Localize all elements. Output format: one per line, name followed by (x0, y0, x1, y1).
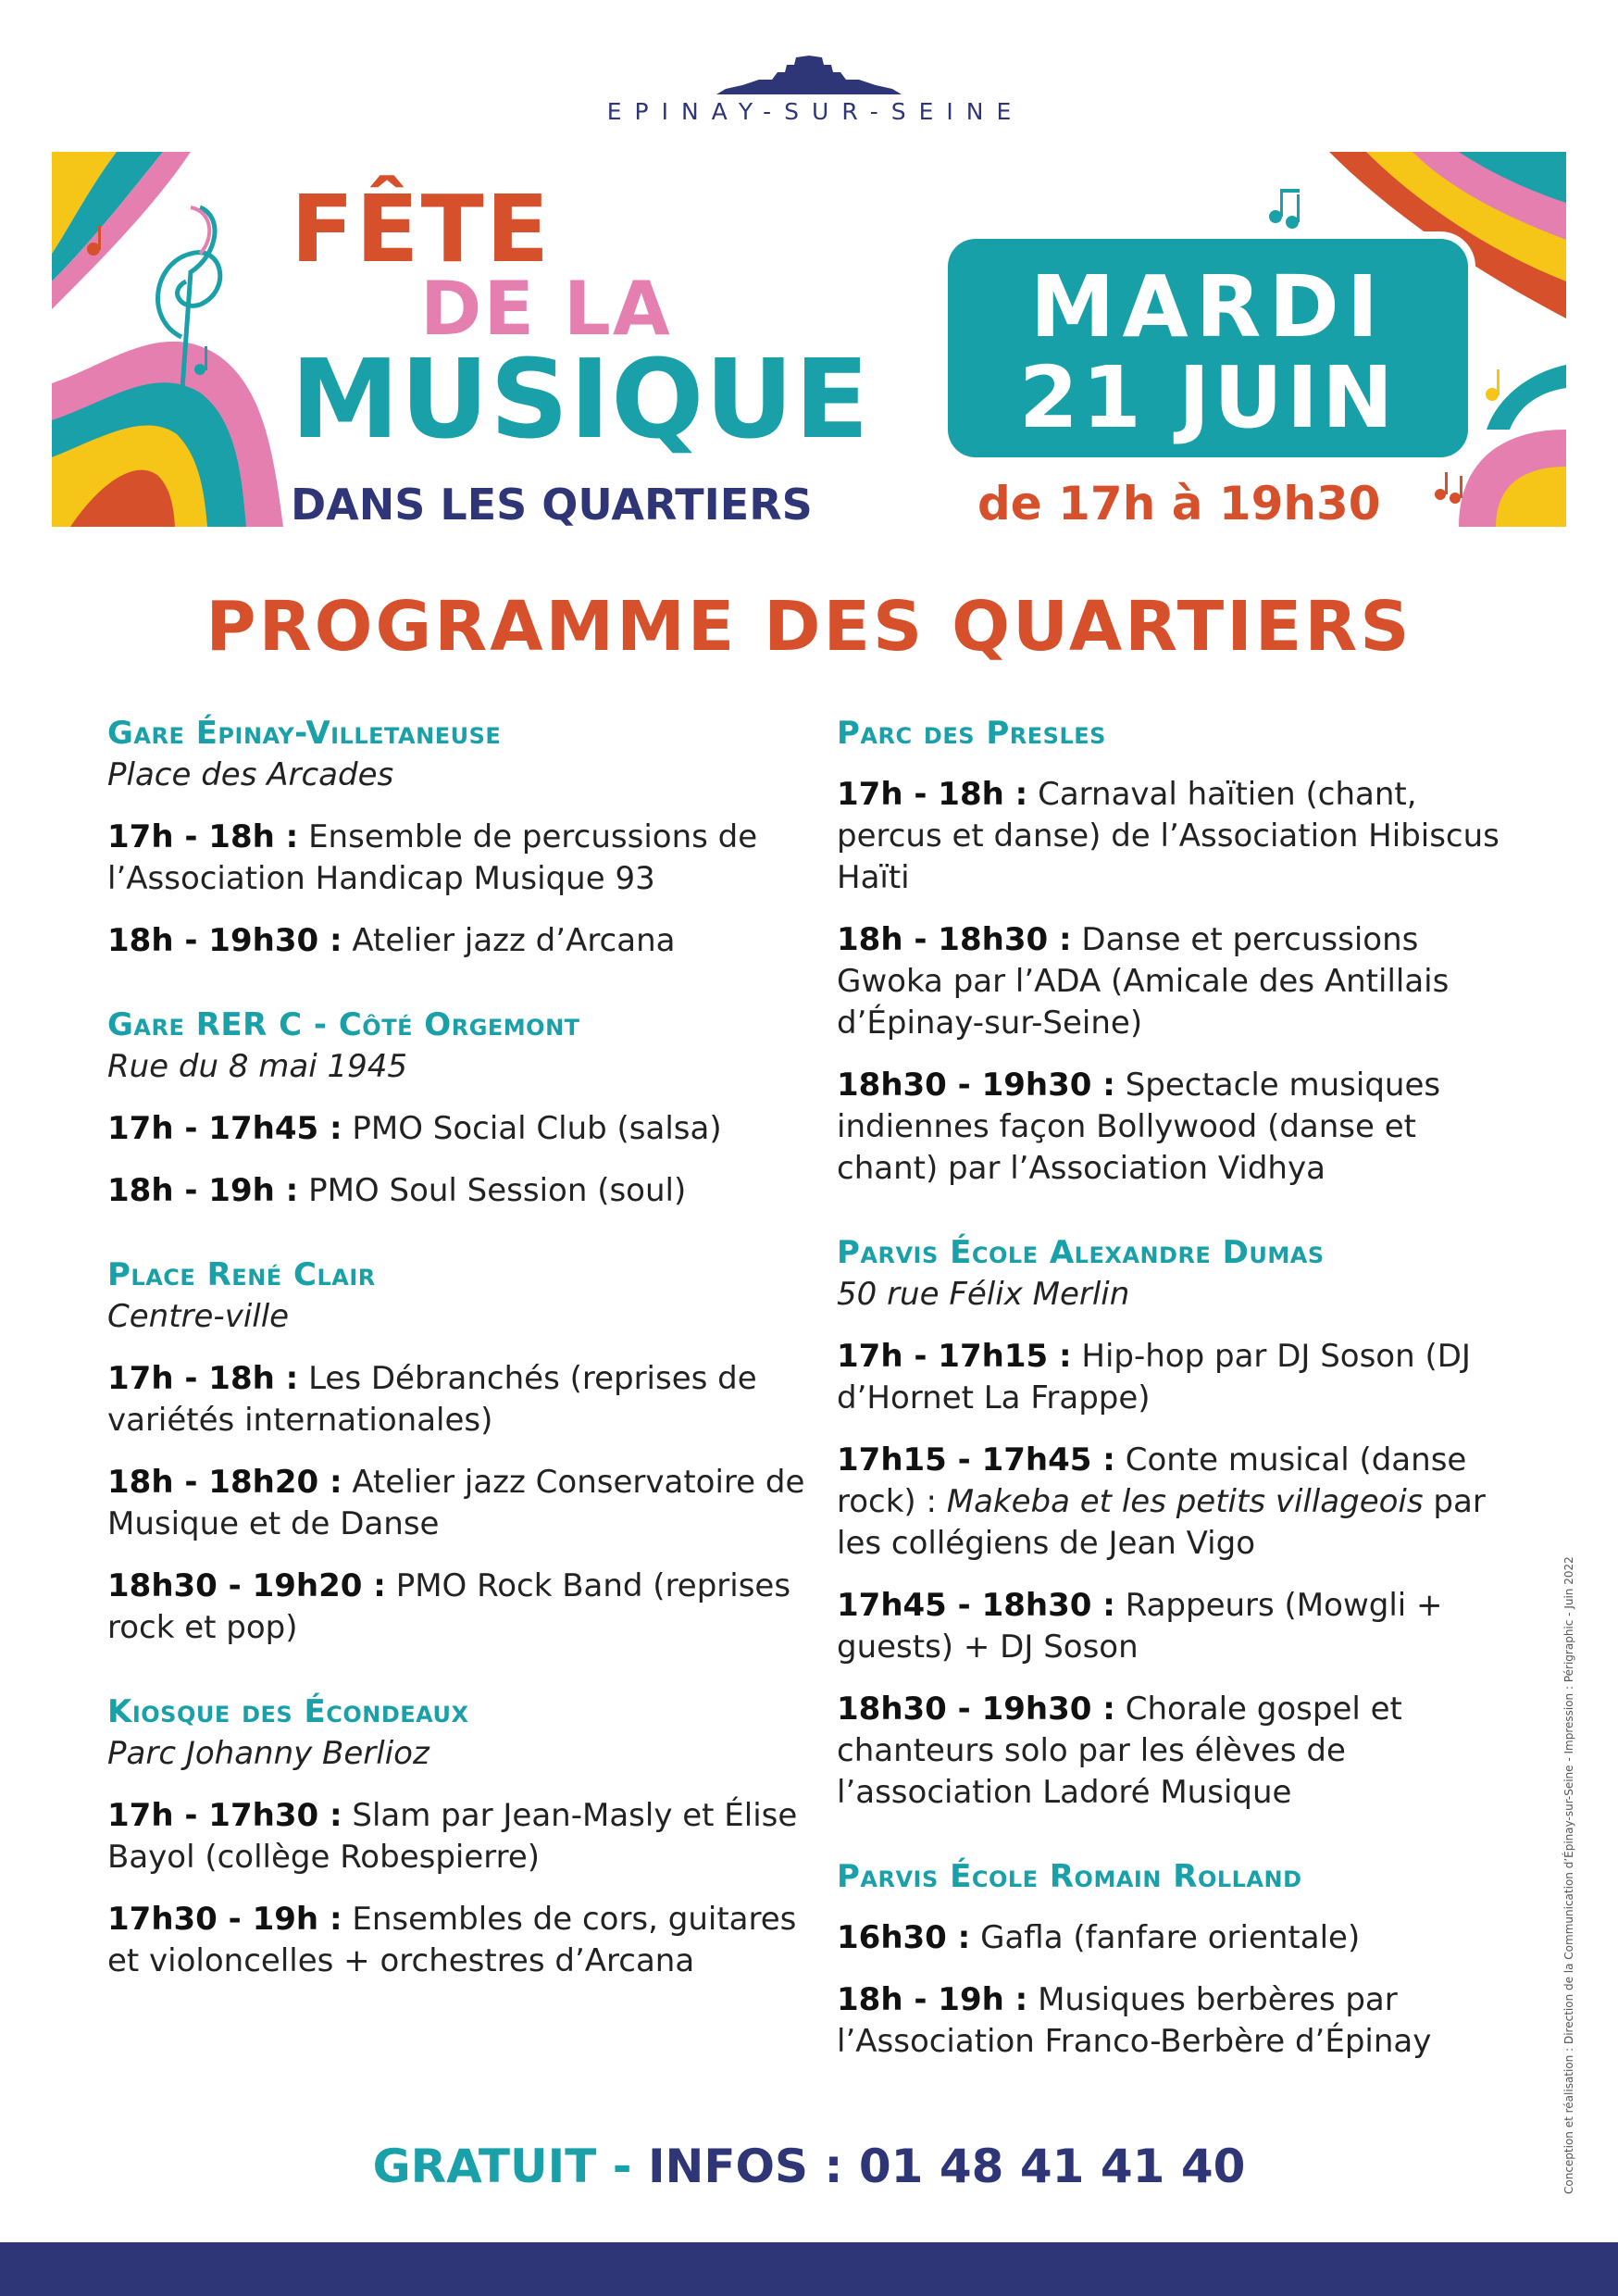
venue-location: 50 rue Félix Merlin (837, 1276, 1130, 1313)
entry-description: Ensembles de cors, guitares et violoncelles + orchestres d’Arcana (107, 1901, 797, 1979)
entry-time: 17h30 - 19h : (107, 1901, 342, 1938)
entry-time: 17h - 17h45 : (107, 1110, 342, 1147)
info-line (0, 2140, 1618, 2193)
entry-description: PMO Soul Session (soul) (308, 1172, 687, 1209)
entry-description: Spectacle musiques indiennes façon Bollywood (danse et chant) par l’Association Vidhya (837, 1067, 1441, 1187)
entry-description: Rappeurs (Mowgli + guests) + DJ Soson (837, 1587, 1443, 1666)
entry-time: 18h - 19h : (107, 1172, 299, 1209)
entry-description: Musiques berbères par l’Association Franco-Berbère d’Épinay (837, 1981, 1432, 2060)
venue-section (837, 1856, 1522, 2063)
entry-description: Atelier jazz d’Arcana (352, 922, 676, 959)
entry-time: 17h - 17h15 : (837, 1338, 1072, 1375)
program-entry (837, 1065, 1522, 1190)
program-entry (837, 919, 1522, 1044)
program-entry (837, 1440, 1522, 1565)
entry-work-title: Makeba et les petits villageois (946, 1483, 1424, 1520)
program-title: PROGRAMME DES QUARTIERS (205, 587, 1413, 667)
program-entry (107, 1462, 811, 1545)
venue-location: Centre-ville (107, 1298, 290, 1335)
entry-time: 16h30 : (837, 1919, 971, 1956)
free-label: GRATUIT - (372, 2140, 632, 2193)
entry-time: 18h30 - 19h30 : (837, 1691, 1115, 1728)
entry-description: Chorale gospel et chanteurs solo par les élèves de l’association Ladoré Musique (837, 1691, 1402, 1811)
entry-time: 18h30 - 19h20 : (107, 1567, 386, 1604)
title-fete: FÊTE (291, 175, 552, 283)
venue-name: Parvis École Alexandre Dumas (837, 1234, 1325, 1271)
venue-name: Place René Clair (107, 1256, 376, 1293)
entry-description: Slam par Jean-Masly et Élise Bayol (collège Robespierre) (107, 1797, 798, 1876)
venue-section (107, 1691, 811, 1982)
venue-section (837, 713, 1522, 1190)
program-column-right (837, 713, 1522, 2105)
program-entry (107, 1108, 811, 1150)
entry-description: Hip-hop par DJ Soson (DJ d’Hornet La Frappe) (837, 1338, 1471, 1416)
title-de-la: DE LA (420, 266, 672, 352)
venue-name: Parvis École Romain Rolland (837, 1858, 1302, 1895)
program-entry (107, 1899, 811, 1982)
venue-name: Gare RER C - Côté Orgemont (107, 1006, 580, 1043)
venue-location: Place des Arcades (107, 756, 394, 793)
venue-section (837, 1232, 1522, 1814)
title-musique: MUSIQUE (291, 335, 870, 463)
banner-subtitle: DANS LES QUARTIERS (291, 480, 813, 527)
program-entry (107, 1170, 811, 1212)
date-badge (948, 239, 1468, 457)
venue-location: Parc Johanny Berlioz (107, 1735, 429, 1772)
venue-name: Kiosque des Écondeaux (107, 1693, 469, 1730)
bottom-bar (0, 2242, 1618, 2296)
venue-name: Gare Épinay-Villetaneuse (107, 715, 502, 752)
entry-time: 17h - 18h : (107, 818, 299, 855)
entry-time: 17h - 18h : (837, 776, 1028, 813)
entry-time: 17h - 17h30 : (107, 1797, 342, 1834)
city-logo (574, 52, 1044, 126)
venue-section (107, 713, 811, 962)
program-entry (107, 920, 811, 962)
entry-description: PMO Rock Band (reprises rock et pop) (107, 1567, 791, 1646)
entry-description: Ensemble de percussions de l’Association Handicap Musique 93 (107, 818, 758, 897)
info-phone: INFOS : 01 48 41 41 40 (647, 2140, 1246, 2193)
entry-time: 18h - 19h30 : (107, 922, 342, 959)
program-entry (837, 1585, 1522, 1668)
program-column-left (107, 713, 811, 2025)
entry-time: 18h - 19h : (837, 1981, 1028, 2018)
program-entry (837, 774, 1522, 899)
entry-description: Danse et percussions Gwoka par l’ADA (Amicale des Antillais d’Épinay-sur-Seine) (837, 921, 1450, 1042)
entry-description: Les Débranchés (reprises de variétés internationales) (107, 1360, 757, 1439)
event-banner (52, 152, 1566, 527)
program-entry (107, 1566, 811, 1649)
venue-section (107, 1004, 811, 1212)
venue-section (107, 1254, 811, 1649)
entry-description-continued: par les collégiens de Jean Vigo (837, 1483, 1486, 1562)
program-entry (107, 1358, 811, 1441)
venue-location: Rue du 8 mai 1945 (107, 1048, 408, 1085)
entry-time: 17h - 18h : (107, 1360, 299, 1397)
entry-description: Conte musical (danse rock) : (837, 1441, 1467, 1520)
event-hours: de 17h à 19h30 (977, 477, 1381, 527)
entry-description: PMO Social Club (salsa) (352, 1110, 722, 1147)
program-entry (837, 1979, 1522, 2063)
city-name: EPINAY-SUR-SEINE (606, 98, 1025, 125)
entry-time: 18h30 - 19h30 : (837, 1067, 1115, 1104)
credits-text: Conception et réalisation : Direction de la Communication d’Épinay-sur-Seine - Impression : Périgraphic - Juin 2022 (1562, 1556, 1575, 2194)
entry-description: Carnaval haïtien (chant, percus et danse) de l’Association Hibiscus Haïti (837, 776, 1500, 896)
entry-time: 18h - 18h20 : (107, 1464, 342, 1501)
program-entry (837, 1336, 1522, 1419)
skyline-icon (716, 52, 902, 94)
date-day: MARDI (1029, 257, 1387, 356)
entry-description: Atelier jazz Conservatoire de Musique et de Danse (107, 1464, 805, 1542)
program-entry (107, 1795, 811, 1878)
venue-name: Parc des Presles (837, 715, 1106, 752)
entry-time: 17h45 - 18h30 : (837, 1587, 1115, 1624)
entry-time: 18h - 18h30 : (837, 921, 1072, 958)
entry-time: 17h15 - 17h45 : (837, 1441, 1115, 1479)
program-entry (107, 817, 811, 900)
program-entry (837, 1689, 1522, 1814)
program-entry (837, 1917, 1522, 1959)
entry-description: Gafla (fanfare orientale) (980, 1919, 1361, 1956)
date-month: 21 JUIN (1018, 348, 1398, 447)
